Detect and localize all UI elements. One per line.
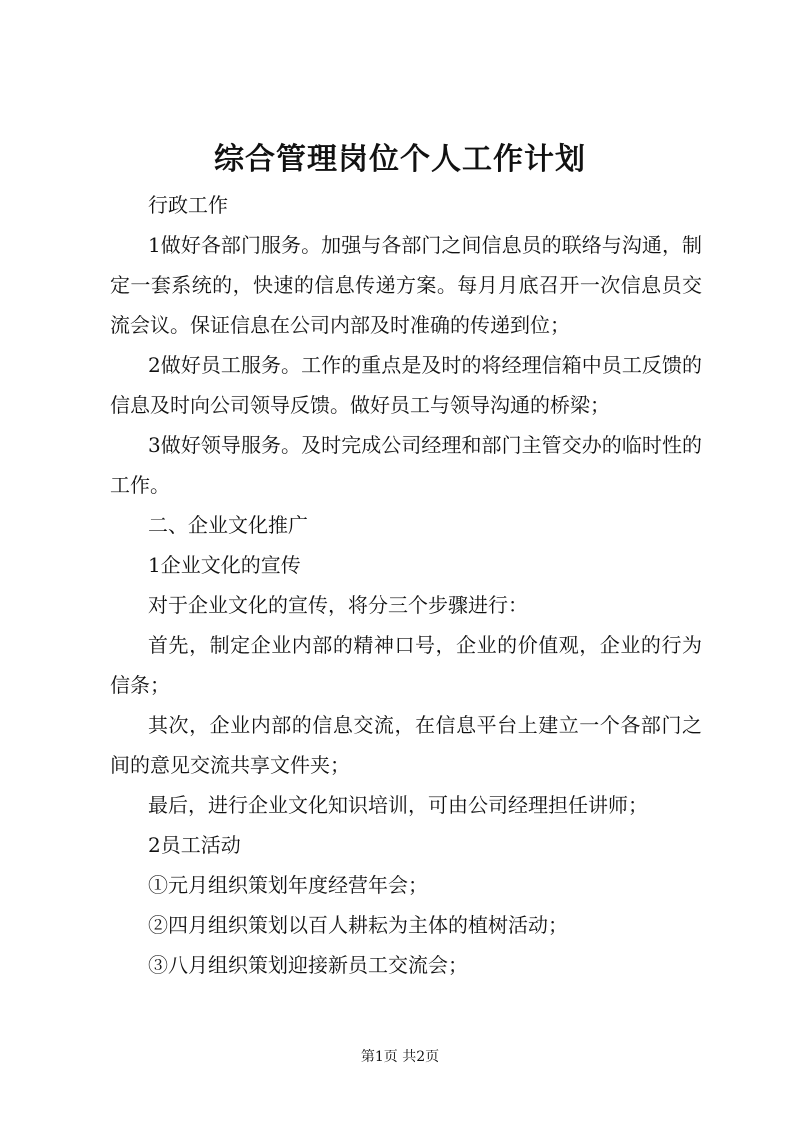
paragraph-final-step: 最后，进行企业文化知识培训，可由公司经理担任讲师； (148, 793, 648, 817)
list-item-august: ③八月组织策划迎接新员工交流会； (148, 953, 468, 977)
paragraph-three-steps: 对于企业文化的宣传，将分三个步骤进行： (148, 593, 528, 617)
list-item-april: ②四月组织策划以百人耕耘为主体的植树活动； (148, 913, 568, 937)
paragraph-culture-promotion: 1企业文化的宣传 (148, 553, 301, 577)
list-item-january: ①元月组织策划年度经营年会； (148, 873, 428, 897)
paragraph-leader-service: 3做好领导服务。及时完成公司经理和部门主管交办的临时性的工作。 (110, 433, 702, 497)
paragraph-admin-heading: 行政工作 (148, 193, 228, 217)
page-footer: 第1页 共2页 (360, 1049, 440, 1065)
document-body (110, 185, 702, 985)
page-title: 综合管理岗位个人工作计划 (214, 142, 586, 177)
paragraph-culture-heading: 二、企业文化推广 (148, 513, 308, 537)
paragraph-first-step: 首先，制定企业内部的精神口号，企业的价值观，企业的行为信条； (110, 633, 702, 697)
paragraph-department-service: 1做好各部门服务。加强与各部门之间信息员的联络与沟通，制定一套系统的，快速的信息传递方案。每月月底召开一次信息员交流会议。保证信息在公司内部及时准确的传递到位； (110, 233, 702, 337)
paragraph-employee-activities: 2员工活动 (148, 833, 241, 857)
paragraph-employee-service: 2做好员工服务。工作的重点是及时的将经理信箱中员工反馈的信息及时向公司领导反馈。做好员工与领导沟通的桥梁； (110, 353, 702, 417)
paragraph-second-step: 其次，企业内部的信息交流，在信息平台上建立一个各部门之间的意见交流共享文件夹； (110, 713, 702, 777)
